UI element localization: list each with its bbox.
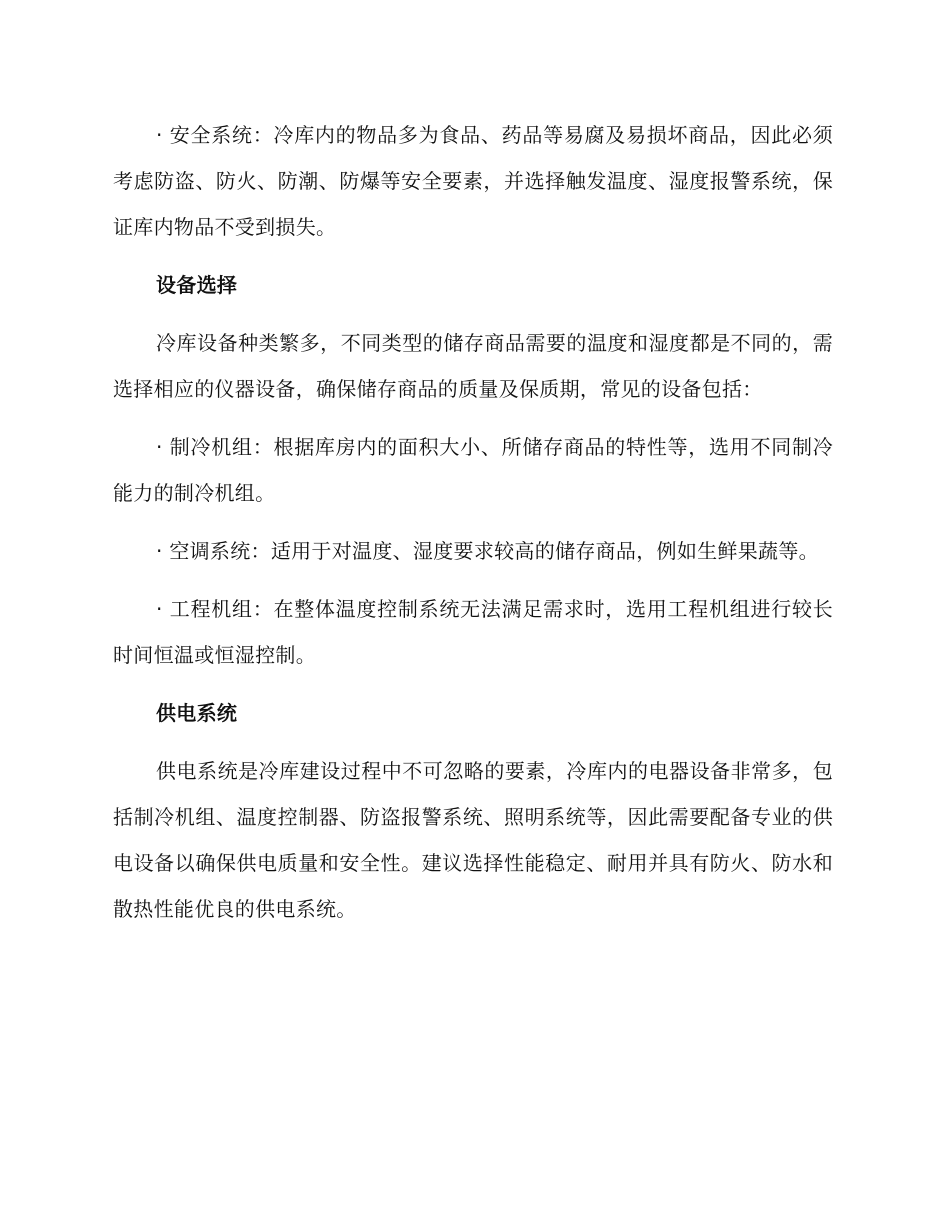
paragraph-engineering-unit: · 工程机组：在整体温度控制系统无法满足需求时，选用工程机组进行较长时间恒温或恒湿控制。: [113, 597, 833, 667]
section-heading-equipment-selection: 设备选择: [156, 273, 238, 297]
paragraph-equipment-intro: 冷库设备种类繁多，不同类型的储存商品需要的温度和湿度都是不同的，需选择相应的仪器设备，确保储存商品的质量及保质期，常见的设备包括：: [113, 331, 833, 401]
paragraph-power-supply: 供电系统是冷库建设过程中不可忽略的要素，冷库内的电器设备非常多，包括制冷机组、温度控制器、防盗报警系统、照明系统等，因此需要配备专业的供电设备以确保供电质量和安全性。建议选择性能稳定、耐用并具有防火、防水和散热性能优良的供电系统。: [113, 759, 833, 921]
paragraph-security-system: · 安全系统：冷库内的物品多为食品、药品等易腐及易损坏商品，因此必须考虑防盗、防火、防潮、防爆等安全要素，并选择触发温度、湿度报警系统，保证库内物品不受到损失。: [113, 123, 833, 239]
document-page: [113, 112, 833, 944]
paragraph-refrigeration-unit: · 制冷机组：根据库房内的面积大小、所储存商品的特性等，选用不同制冷能力的制冷机组。: [113, 435, 833, 505]
section-heading-power-supply: 供电系统: [156, 701, 238, 725]
paragraph-air-conditioning: · 空调系统：适用于对温度、湿度要求较高的储存商品，例如生鲜果蔬等。: [156, 539, 819, 563]
